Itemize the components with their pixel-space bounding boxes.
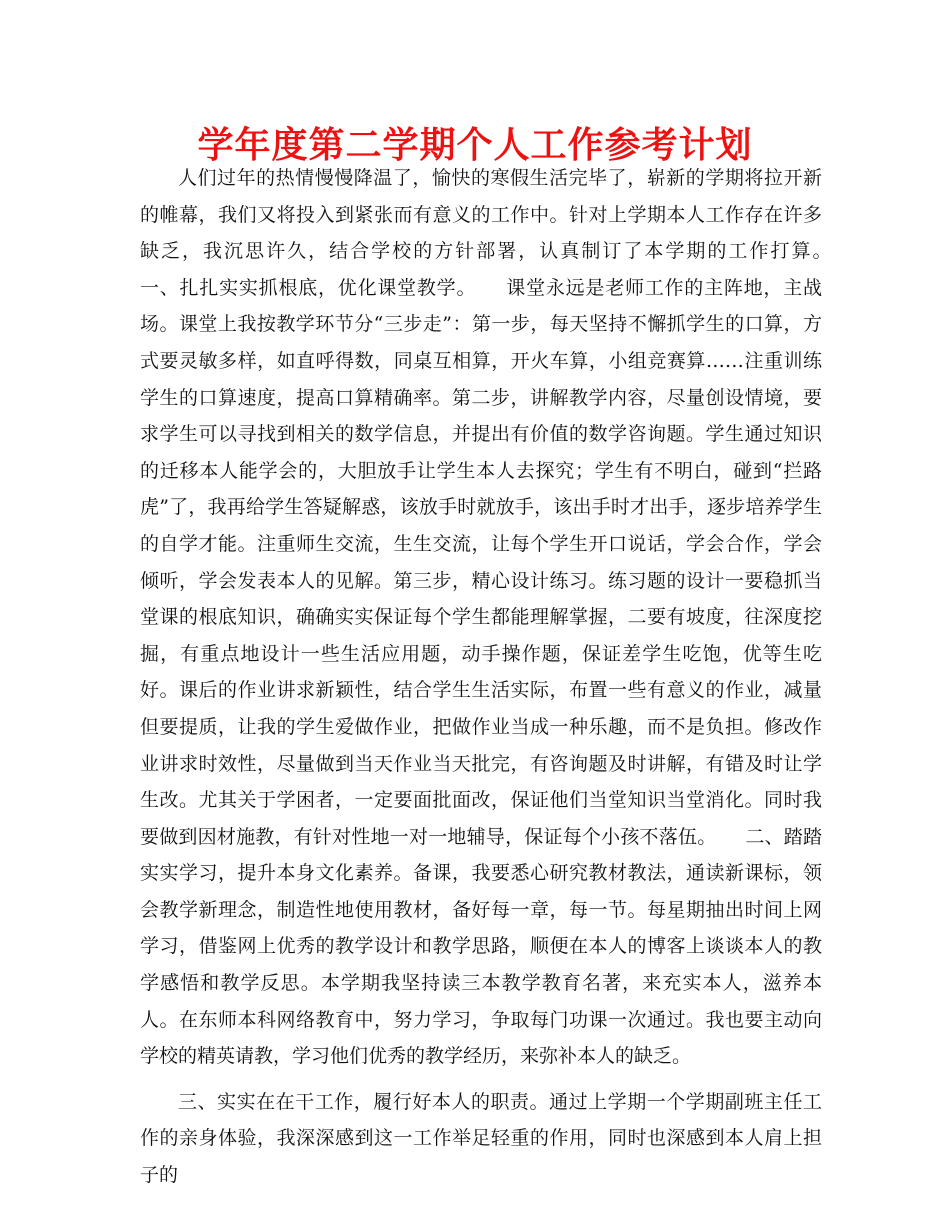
document-title: 学年度第二学期个人工作参考计划 — [197, 125, 753, 166]
document-body — [140, 160, 861, 1194]
body-paragraph: 三、实实在在干工作，履行好本人的职责。通过上学期一个学期副班主任工作的亲身体验，我深深感到这一工作举足轻重的作用，同时也深感到本人肩上担子的 — [140, 1090, 822, 1187]
body-paragraph: 人们过年的热情慢慢降温了，愉快的寒假生活完毕了，崭新的学期将拉开新的帷幕，我们又将投入到紧张而有意义的工作中。针对上学期本人工作存在许多缺乏，我沉思许久，结合学校的方针部署，认真制订了本学期的工作打算。 一、扎扎实实抓根底，优化课堂教学。 课堂永远是老师工作的主阵地，主战场。课堂上我按教学环节分“三步走”：第一步，每天坚持不懈抓学生的口算，方式要灵敏多样，如直呼得数，同桌互相算，开火车算，小组竞赛算……注重训练学生的口算速度，提高口算精确率。第二步，讲解教学内容，尽量创设情境，要求学生可以寻找到相关的数学信息，并提出有价值的数学咨询题。学生通过知识的迁移本人能学会的，大胆放手让学生本人去探究；学生有不明白，碰到“拦路虎”了，我再给学生答疑解惑，该放手时就放手，该出手时才出手，逐步培养学生的自学才能。注重师生交流，生生交流，让每个学生开口说话，学会合作，学会倾听，学会发表本人的见解。第三步，精心设计练习。练习题的设计一要稳抓当堂课的根底知识，确确实实保证每个学生都能理解掌握，二要有坡度，往深度挖掘，有重点地设计一些生活应用题，动手操作题，保证差学生吃饱，优等生吃好。课后的作业讲求新颖性，结合学生生活实际，布置一些有意义的作业，减量但要提质，让我的学生爱做作业，把做作业当成一种乐趣，而不是负担。修改作业讲求时效性，尽量做到当天作业当天批完，有咨询题及时讲解，有错及时让学生改。尤其关于学困者，一定要面批面改，保证他们当堂知识当堂消化。同时我要做到因材施教，有针对性地一对一地辅导，保证每个小孩不落伍。 二、踏踏实实学习，提升本身文化素养。备课，我要悉心研究教材教法，通读新课标，领会教学新理念，制造性地使用教材，备好每一章，每一节。每星期抽出时间上网学习，借鉴网上优秀的教学设计和教学思路，顺便在本人的博客上谈谈本人的教学感悟和教学反思。本学期我坚持读三本教学教育名著，来充实本人，滋养本人。在东师本科网络教育中，努力学习，争取每门功课一次通过。我也要主动向学校的精英请教，学习他们优秀的教学经历，来弥补本人的缺乏。 — [140, 167, 861, 1068]
